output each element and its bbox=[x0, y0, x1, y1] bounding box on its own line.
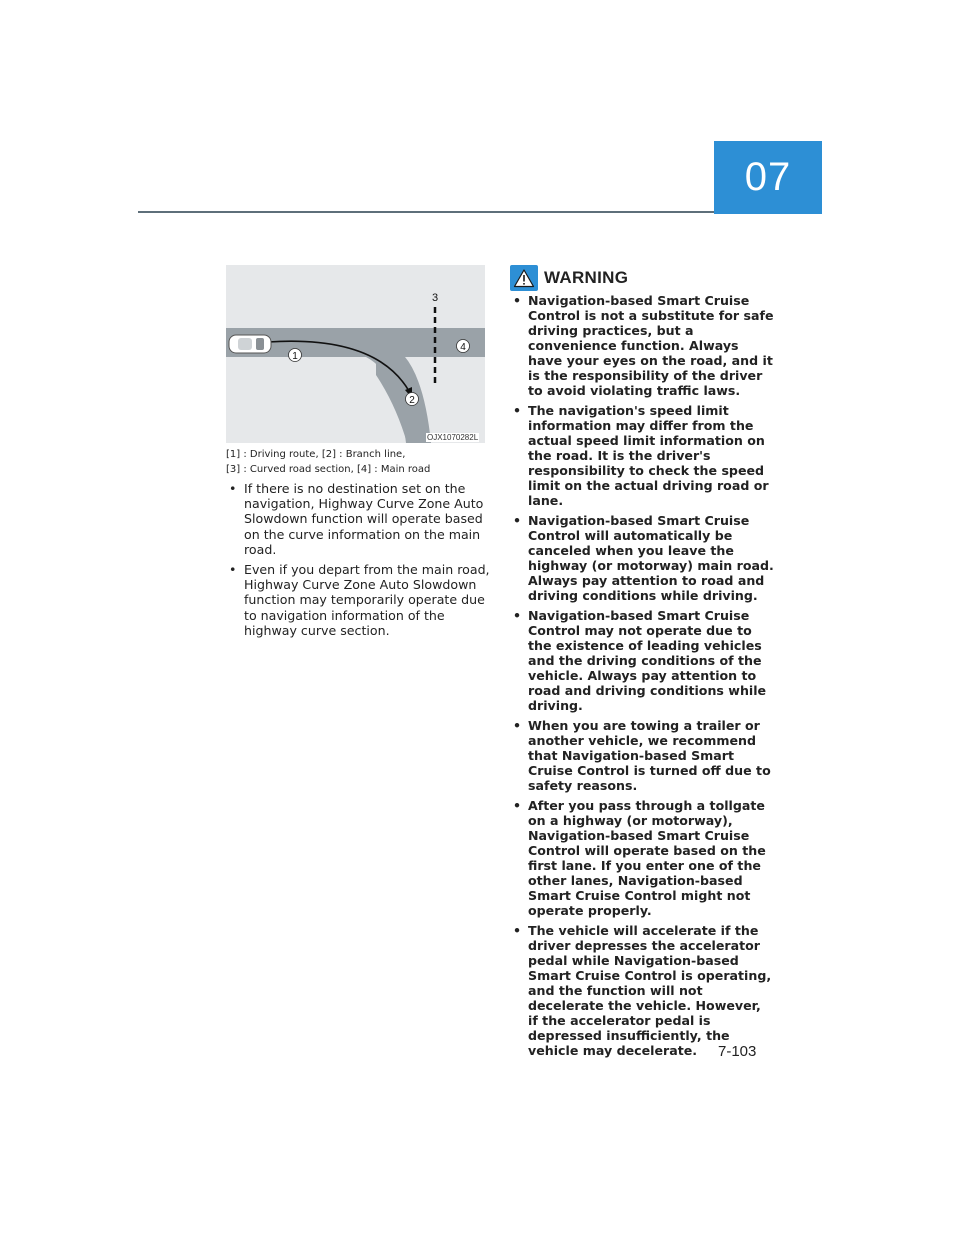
chapter-tab: 07 bbox=[714, 141, 822, 214]
label-2-text: 2 bbox=[409, 395, 415, 406]
list-item: • Navigation-based Smart Cruise Control may not operate due to the existence of leading vehicles and the driving conditions of the vehicle. Always pay attention to road and driving conditions while driving. bbox=[510, 608, 774, 713]
label-4 bbox=[457, 340, 470, 354]
caption-line: [3] : Curved road section, [4] : Main road bbox=[226, 464, 431, 475]
road-diagram-svg bbox=[226, 265, 485, 443]
label-3-text: 3 bbox=[431, 292, 439, 304]
branch-road-fill bbox=[366, 343, 431, 443]
road-diagram bbox=[226, 265, 485, 443]
list-item: • Navigation-based Smart Cruise Control will automatically be canceled when you leave the highway (or motorway) main road. Always pay attention to road and driving conditions while driving. bbox=[510, 513, 774, 603]
warning-triangle-icon bbox=[510, 265, 538, 291]
label-1 bbox=[289, 349, 302, 363]
list-item: • The vehicle will accelerate if the driver depresses the accelerator pedal while Navigation-based Smart Cruise Control is operating, and the function will not decelerate the vehicle. However, if the accelerator pedal is depressed insufficiently, the vehicle may decelerate. bbox=[510, 923, 774, 1058]
label-2 bbox=[406, 393, 419, 407]
warning-header bbox=[510, 265, 628, 291]
warning-list bbox=[510, 293, 774, 1063]
label-3 bbox=[432, 292, 438, 304]
figure-code: OJX1070282L bbox=[427, 433, 479, 442]
car-roof bbox=[238, 338, 252, 350]
left-bullet-list bbox=[226, 481, 492, 643]
label-4-text: 4 bbox=[460, 342, 466, 353]
list-item: • When you are towing a trailer or another vehicle, we recommend that Navigation-based Smart Cruise Control is turned off due to safety reasons. bbox=[510, 718, 774, 793]
page-number: 7-103 bbox=[718, 1043, 757, 1060]
list-item: • Even if you depart from the main road, Highway Curve Zone Auto Slowdown function may temporarily operate due to navigation information of the highway curve section. bbox=[226, 562, 492, 638]
list-item: • The navigation's speed limit information may differ from the actual speed limit information on the road. It is the driver's responsibility to check the speed limit on the actual driving road or lane. bbox=[510, 403, 774, 508]
warning-title: WARNING bbox=[544, 268, 629, 287]
header-rule bbox=[138, 211, 714, 213]
figure-caption bbox=[226, 447, 496, 477]
list-item: • Navigation-based Smart Cruise Control is not a substitute for safe driving practices, but a convenience function. Always have your eyes on the road, and it is the responsibility of the driver to avoid violating traffic laws. bbox=[510, 293, 774, 398]
car-windshield bbox=[256, 338, 264, 350]
caption-line: [1] : Driving route, [2] : Branch line, bbox=[226, 449, 406, 460]
label-1-text: 1 bbox=[292, 351, 298, 362]
list-item: • After you pass through a tollgate on a highway (or motorway), Navigation-based Smart Cruise Control will operate based on the first lane. If you enter one of the other lanes, Navigation-based Smart Cruise Control might not operate properly. bbox=[510, 798, 774, 918]
list-item: • If there is no destination set on the navigation, Highway Curve Zone Auto Slowdown function will operate based on the curve information on the main road. bbox=[226, 481, 492, 557]
